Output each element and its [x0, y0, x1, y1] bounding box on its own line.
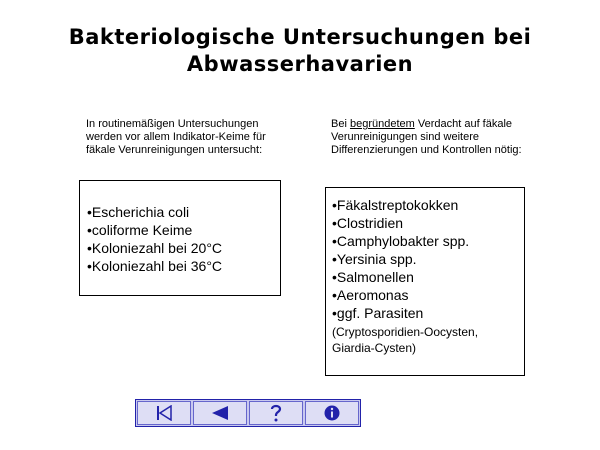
- right-intro-prefix: Bei: [331, 118, 350, 130]
- list-item: •Fäkalstreptokokken: [332, 197, 459, 213]
- list-item: •ggf. Parasiten: [332, 305, 424, 321]
- list-item: •Yersinia spp.: [332, 251, 417, 267]
- list-item: •Salmonellen: [332, 269, 414, 285]
- help-button[interactable]: [249, 401, 303, 425]
- help-icon: [269, 404, 283, 422]
- navigation-bar: [135, 399, 361, 427]
- back-button[interactable]: [193, 401, 247, 425]
- first-icon: [155, 405, 173, 421]
- list-item: •Escherichia coli: [87, 204, 190, 220]
- list-item: •Camphylobakter spp.: [332, 233, 470, 249]
- list-item: •Koloniezahl bei 20°C: [87, 240, 223, 256]
- left-intro-text: In routinemäßigen Untersuchungen werden vor allem Indikator-Keime für fäkale Verunreinigungen untersucht:: [86, 118, 266, 156]
- info-icon: [323, 404, 341, 422]
- list-item: •coliforme Keime: [87, 222, 193, 238]
- parasites-note-line-2: Giardia-Cysten): [332, 341, 417, 355]
- list-item: •Aeromonas: [332, 287, 409, 303]
- page-title: [0, 24, 600, 78]
- right-intro-suffix: Verdacht auf fäkale Verunreinigungen sind weitere Differenzierungen und Kontrollen nötig:: [331, 118, 522, 156]
- title-line-2: Abwasserhavarien: [186, 52, 414, 76]
- back-icon: [210, 405, 230, 421]
- right-intro-text: [331, 118, 541, 157]
- title-line-1: Bakteriologische Untersuchungen bei: [68, 25, 532, 49]
- list-item: •Clostridien: [332, 215, 404, 231]
- parasites-note-line-1: (Cryptosporidien-Oocysten,: [332, 325, 479, 339]
- first-slide-button[interactable]: [137, 401, 191, 425]
- right-intro-emphasis: begründetem: [349, 118, 415, 130]
- list-item: •Koloniezahl bei 36°C: [87, 258, 223, 274]
- indicator-germs-box: [79, 180, 281, 296]
- differentiation-box: [325, 187, 525, 376]
- info-button[interactable]: [305, 401, 359, 425]
